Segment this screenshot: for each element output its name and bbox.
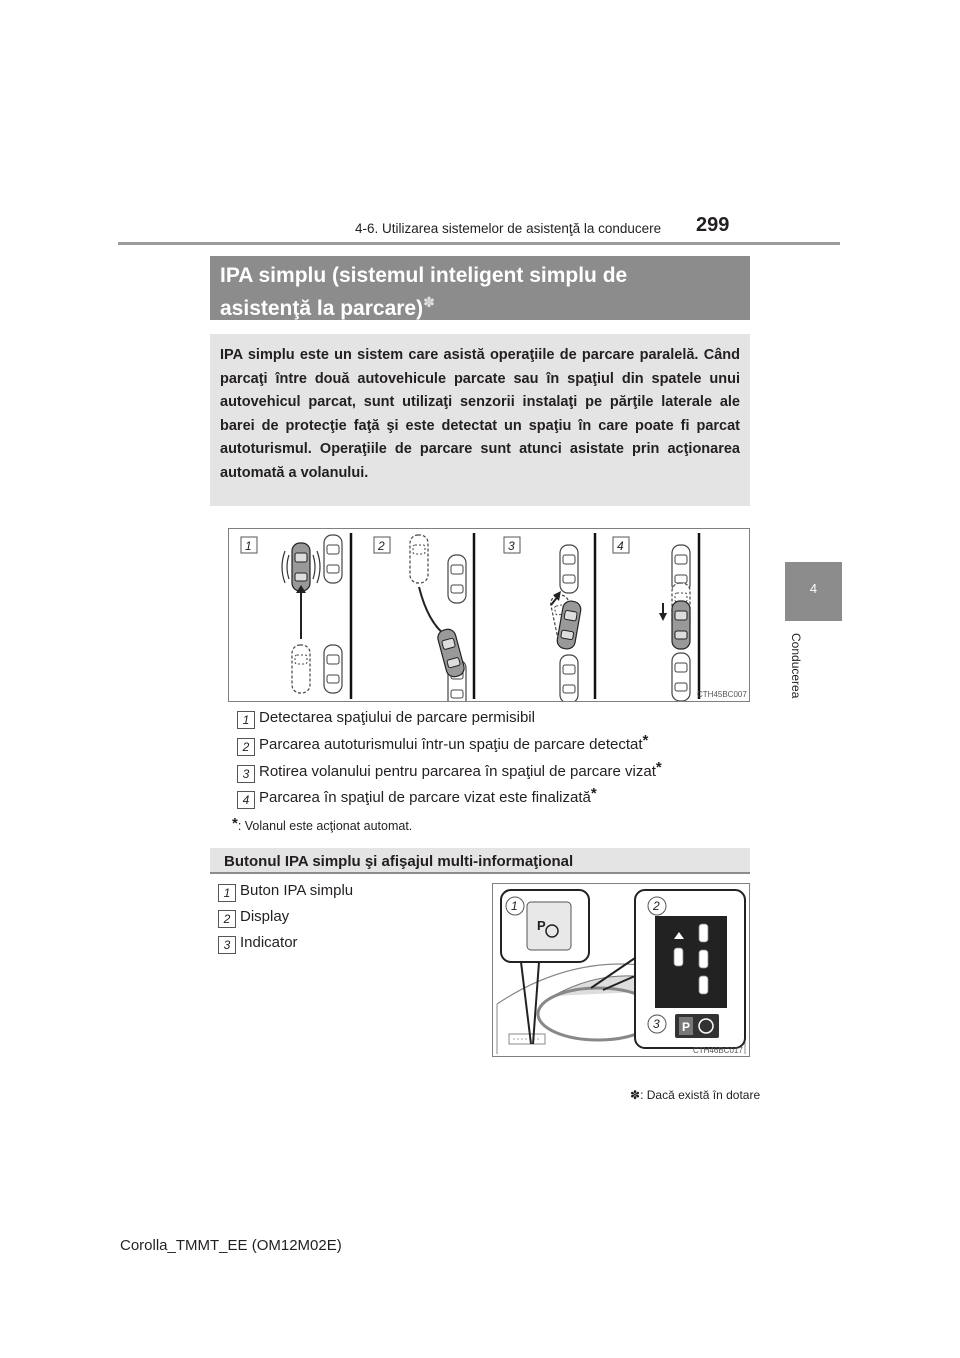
- footnote-automatic-steering: *: Volanul este acţionat automat.: [232, 815, 413, 833]
- figure1-marker-4: 4: [617, 539, 624, 553]
- parking-sequence-figure: [228, 528, 750, 702]
- panel-4: [659, 533, 699, 701]
- step-star: *: [642, 732, 649, 749]
- footnote-optional-equipment: ✽: Dacă există în dotare: [630, 1088, 761, 1102]
- subsection-title: Butonul IPA simplu şi afişajul multi-informaţional: [210, 848, 750, 874]
- chapter-label: Conducerea: [789, 633, 803, 699]
- figure2-marker-1: 1: [511, 899, 518, 913]
- step-text: Rotirea volanului pentru parcarea în spaţiul de parcare vizat: [259, 763, 656, 780]
- figure1-code: CTH45BC007: [697, 690, 747, 699]
- component-text: Display: [240, 908, 290, 925]
- section-title: [210, 256, 750, 320]
- figure1-marker-1: 1: [245, 539, 252, 553]
- figure1-marker-2: 2: [378, 539, 385, 553]
- running-header-section: 4-6. Utilizarea sistemelor de asistenţă la conducere: [355, 221, 662, 236]
- ipa-button-letter: P: [537, 918, 546, 933]
- component-text: Buton IPA simplu: [240, 882, 354, 899]
- dashboard-figure: [492, 883, 750, 1057]
- indicator-letter: P: [682, 1020, 691, 1034]
- figure2-marker-2: 2: [653, 899, 660, 913]
- component-number: 2: [218, 910, 236, 928]
- chapter-tab: 4: [785, 562, 842, 621]
- step-number: 4: [237, 791, 255, 809]
- step-number: 3: [237, 765, 255, 783]
- page-number: 299: [696, 214, 730, 236]
- parking-sequence-illustration: [229, 529, 749, 701]
- section-title-line1: IPA simplu (sistemul inteligent simplu de: [220, 264, 628, 287]
- header-rule: [118, 242, 840, 245]
- step-star: *: [655, 759, 662, 776]
- optional-equipment-asterisk: ✽: [423, 294, 435, 310]
- intro-paragraph: IPA simplu este un sistem care asistă operaţiile de parcare paralelă. Când parcaţi între două autovehicule parcate sau în spaţiul din spatele unui autovehicul parcat, sunt utilizaţi senzorii instalaţi pe părţile laterale ale barei de protecţie faţă şi este detectat un spaţiu în care poate fi parcat autoturismul. Operaţiile de parcare sunt atunci asistate prin acţionarea automată a volanului.: [210, 334, 750, 506]
- figure2-marker-3: 3: [653, 1017, 660, 1031]
- component-number: 3: [218, 936, 236, 954]
- step-text: Parcarea autoturismului într-un spaţiu de parcare detectat: [259, 736, 643, 753]
- figure1-marker-3: 3: [508, 539, 515, 553]
- step-number: 2: [237, 738, 255, 756]
- step-number: 1: [237, 711, 255, 729]
- step-text: Detectarea spaţiului de parcare permisibil: [259, 709, 535, 726]
- step-text: Parcarea în spaţiul de parcare vizat este finalizată: [259, 789, 591, 806]
- component-text: Indicator: [240, 934, 298, 951]
- document-footer: Corolla_TMMT_EE (OM12M02E): [120, 1237, 342, 1254]
- component-number: 1: [218, 884, 236, 902]
- panel-1: [282, 533, 351, 699]
- panel-3: [549, 533, 595, 701]
- section-title-line2: asistenţă la parcare): [220, 297, 424, 320]
- dashboard-illustration: [493, 884, 749, 1056]
- panel-2: [410, 533, 474, 701]
- figure2-code: CTH46BC017: [693, 1046, 743, 1055]
- step-star: *: [590, 785, 597, 802]
